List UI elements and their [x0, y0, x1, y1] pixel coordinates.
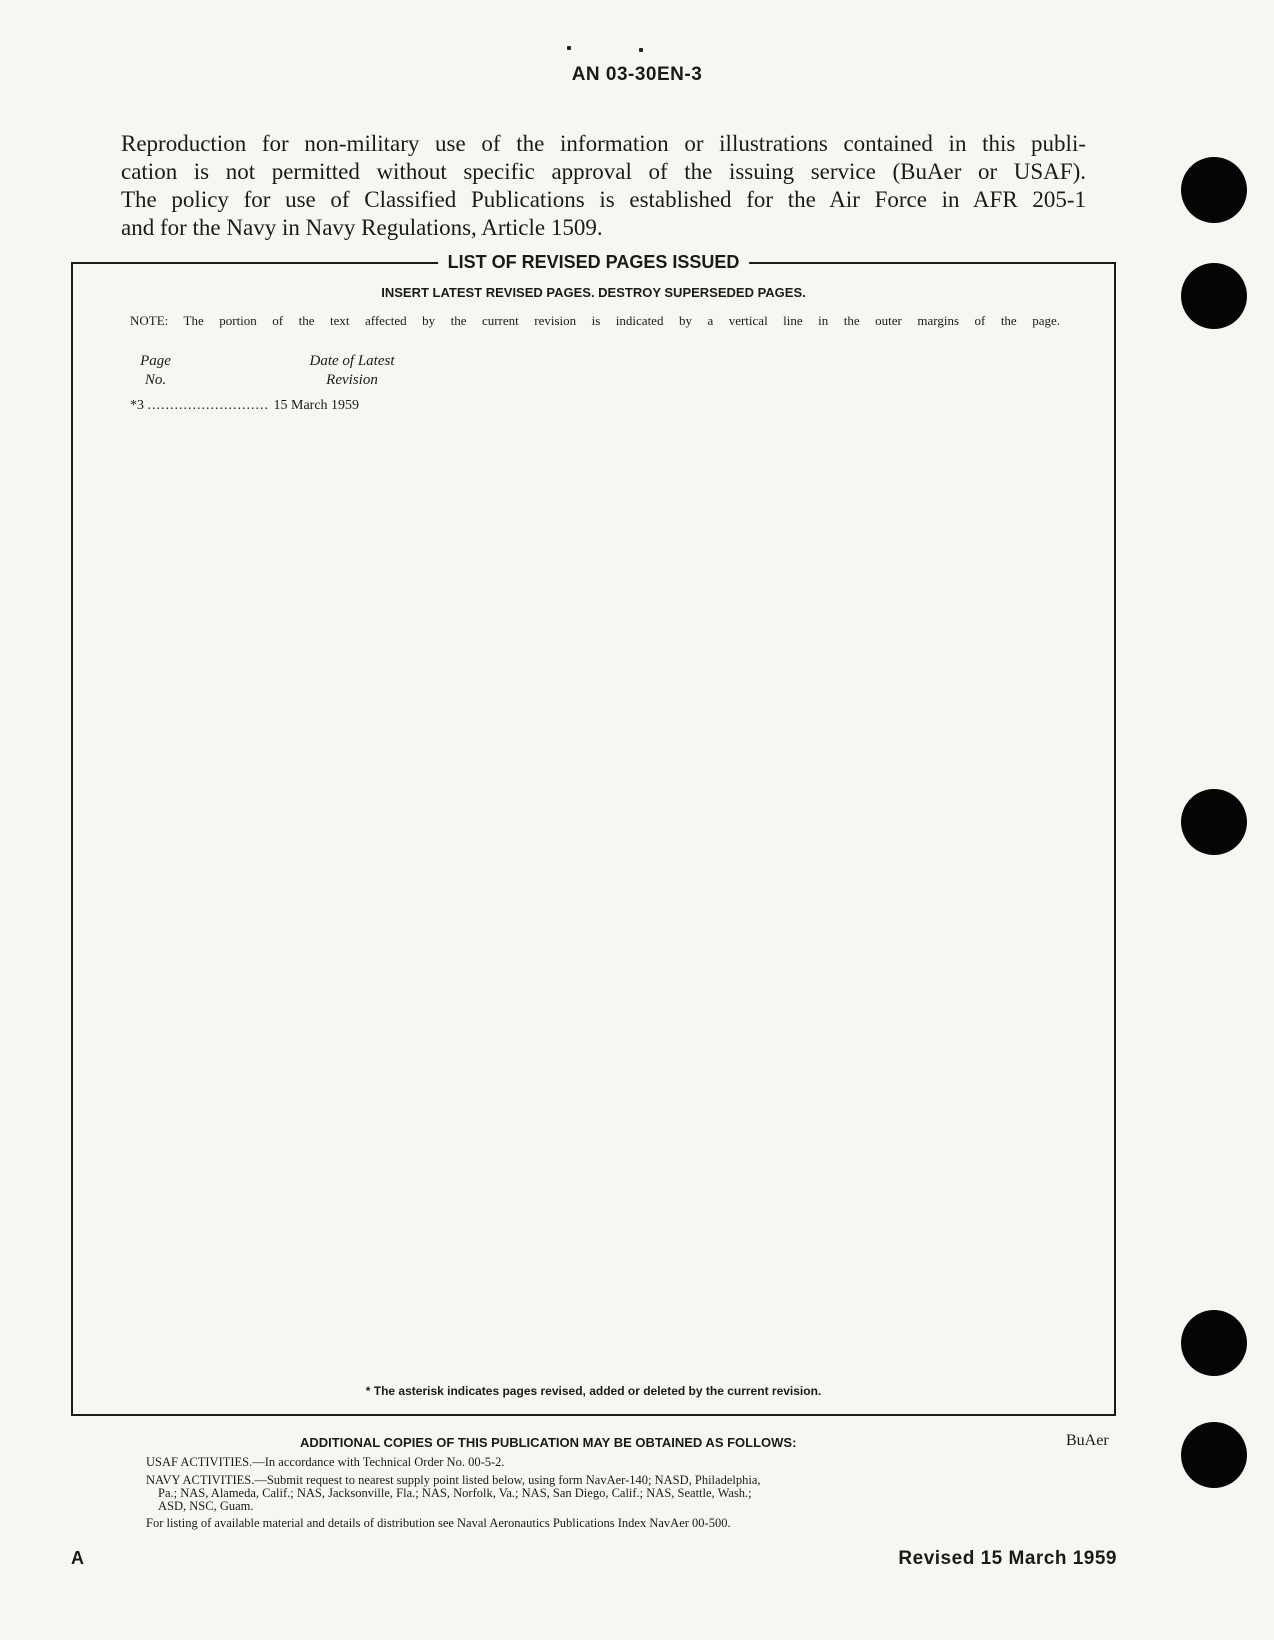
column-header-date	[287, 352, 417, 390]
navy-activities	[146, 1474, 1041, 1513]
binder-hole	[1181, 157, 1247, 223]
revision-note: NOTE: The portion of the text affected by the current revision is indicated by a vertical line in the outer margins of the page.	[130, 313, 1060, 328]
additional-copies-heading: ADDITIONAL COPIES OF THIS PUBLICATION MAY BE OBTAINED AS FOLLOWS:	[300, 1435, 797, 1450]
navy-line: ASD, NSC, Guam.	[158, 1499, 254, 1513]
revised-pages-title-row	[71, 250, 1116, 274]
usaf-activities: USAF ACTIVITIES.—In accordance with Technical Order No. 00-5-2.	[146, 1455, 505, 1469]
binder-hole	[1181, 789, 1247, 855]
issuer-label: BuAer	[1066, 1432, 1109, 1449]
reproduction-notice	[121, 130, 1086, 242]
page-letter: A	[71, 1548, 84, 1568]
revision-row	[130, 398, 359, 414]
notice-line: and for the Navy in Navy Regulations, Article 1509.	[121, 215, 603, 240]
column-header-line: Page	[140, 353, 171, 369]
column-header-page	[118, 352, 193, 390]
revised-date: Revised 15 March 1959	[898, 1548, 1117, 1569]
revision-instruction: INSERT LATEST REVISED PAGES. DESTROY SUPERSEDED PAGES.	[381, 285, 806, 300]
revision-page-number: *3	[130, 398, 144, 413]
binder-hole	[1181, 1422, 1247, 1488]
scan-speck	[639, 48, 643, 52]
binder-hole	[1181, 1310, 1247, 1376]
notice-line: cation is not permitted without specific approval of the issuing service (BuAer or USAF).	[121, 159, 1086, 184]
column-header-line: Date of Latest	[309, 353, 395, 369]
document-number: AN 03-30EN-3	[571, 64, 703, 85]
navy-line: NAVY ACTIVITIES.—Submit request to nearest supply point listed below, using form NavAer-140; NASD, Philadelphia,	[146, 1473, 761, 1487]
notice-line: The policy for use of Classified Publications is established for the Air Force in AFR 205-1	[121, 187, 1086, 212]
revised-pages-box	[71, 262, 1116, 1416]
notice-line: Reproduction for non-military use of the information or illustrations contained in this publi-	[121, 131, 1086, 156]
asterisk-footnote: * The asterisk indicates pages revised, added or deleted by the current revision.	[365, 1384, 822, 1398]
dot-leader: ...........................	[147, 398, 274, 413]
column-header-line: No.	[144, 372, 167, 388]
scan-speck	[567, 46, 571, 50]
navy-line: Pa.; NAS, Alameda, Calif.; NAS, Jacksonville, Fla.; NAS, Norfolk, Va.; NAS, San Diego, Calif.; NAS, Seattle, Wash.;	[158, 1486, 752, 1500]
column-header-line: Revision	[326, 372, 378, 388]
binder-hole	[1181, 263, 1247, 329]
distribution-listing: For listing of available material and details of distribution see Naval Aeronautics Publications Index NavAer 00-500.	[146, 1516, 731, 1530]
revised-pages-title: LIST OF REVISED PAGES ISSUED	[438, 250, 750, 274]
revision-date: 15 March 1959	[273, 398, 360, 413]
